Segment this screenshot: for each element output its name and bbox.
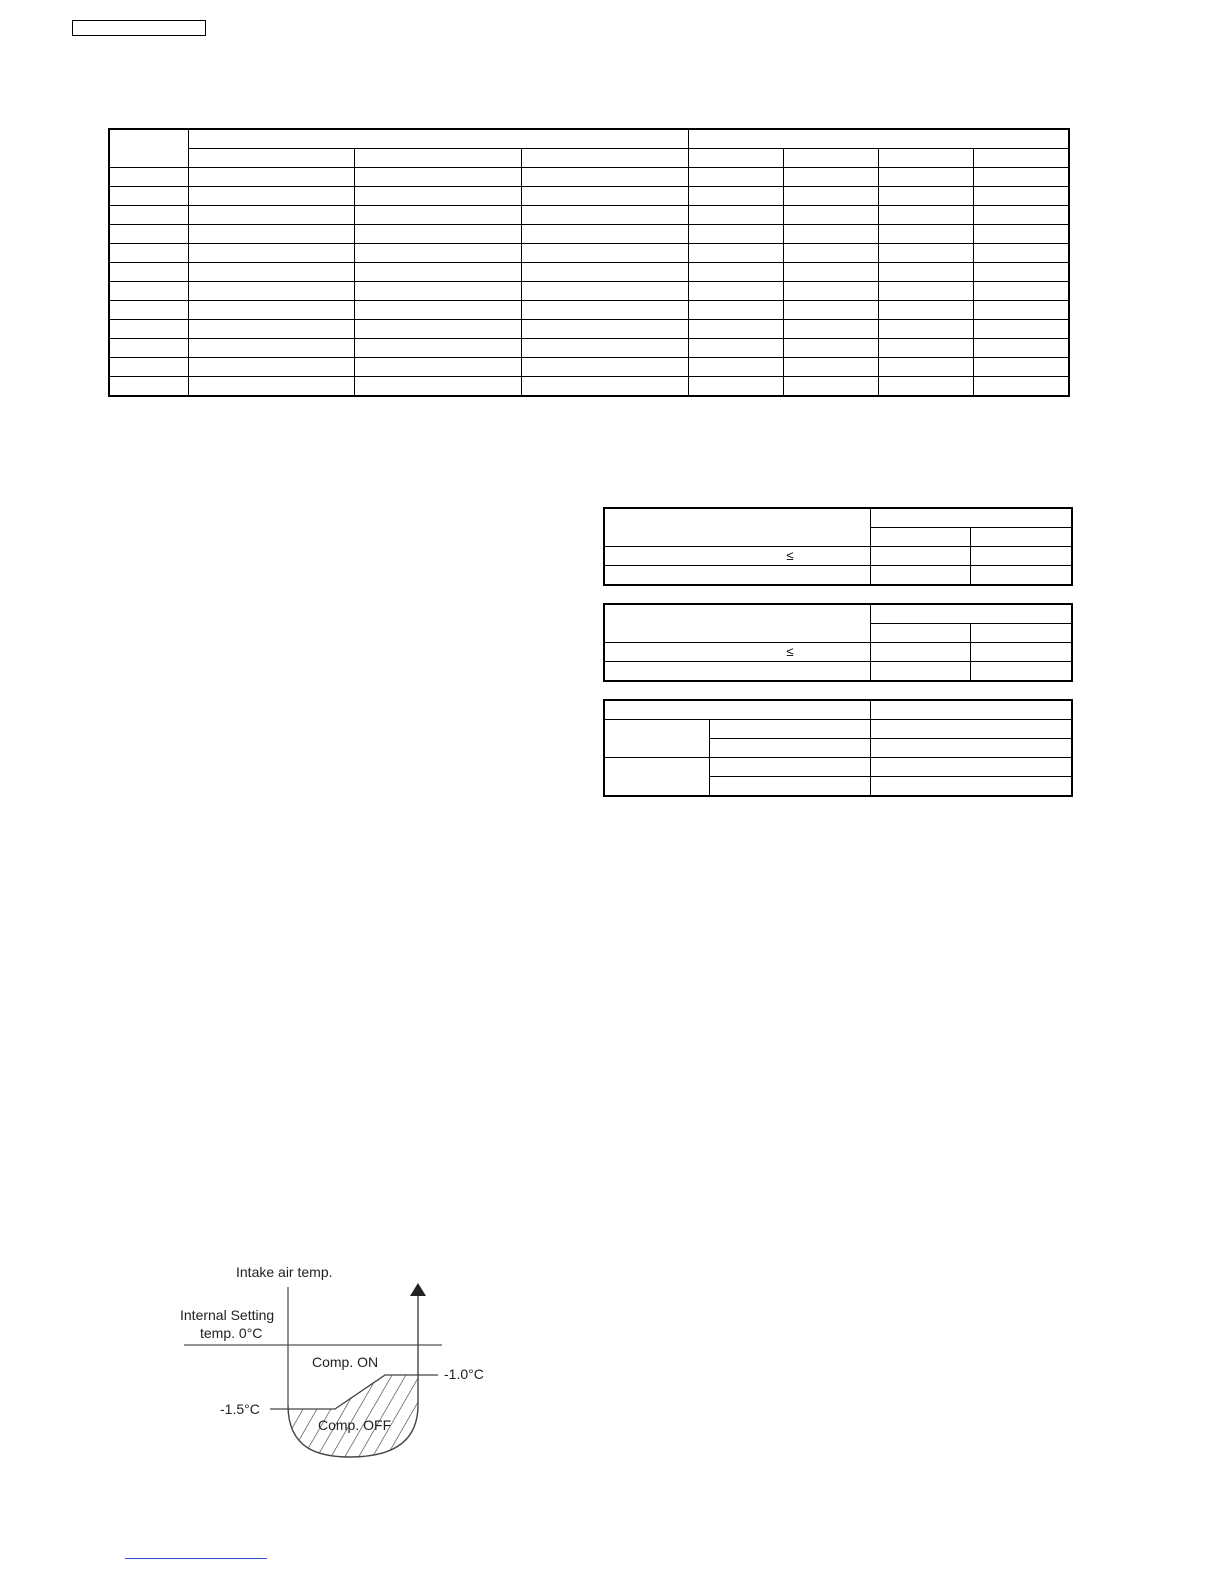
table-row — [109, 339, 1069, 358]
table-cell — [970, 643, 1072, 662]
setting-table-a — [603, 507, 1073, 586]
table-cell — [783, 187, 878, 206]
setting-label-line2: temp. 0°C — [200, 1325, 263, 1341]
table-cell — [870, 739, 1072, 758]
header-cell — [188, 149, 354, 168]
table-row — [109, 263, 1069, 282]
table-cell — [688, 320, 783, 339]
table-cell — [870, 547, 970, 566]
table-cell — [709, 777, 870, 797]
header-cell — [870, 624, 970, 643]
table-cell — [521, 244, 688, 263]
table-cell — [354, 168, 521, 187]
header-cell — [973, 149, 1069, 168]
header-cell — [878, 149, 973, 168]
table-cell — [109, 358, 188, 377]
table-cell — [604, 662, 870, 682]
table-cell — [970, 566, 1072, 586]
table-cell — [783, 339, 878, 358]
table-cell — [688, 206, 783, 225]
table-cell — [870, 662, 970, 682]
header-cell — [688, 149, 783, 168]
table-cell — [521, 282, 688, 301]
header-cell — [604, 700, 870, 720]
table-cell — [870, 758, 1072, 777]
table-cell — [188, 244, 354, 263]
header-cell — [970, 528, 1072, 547]
table-cell — [878, 187, 973, 206]
table-cell — [688, 168, 783, 187]
table-cell — [688, 244, 783, 263]
table-cell — [973, 339, 1069, 358]
comp-off-label: Comp. OFF — [318, 1417, 392, 1433]
header-cell — [870, 528, 970, 547]
table-cell — [354, 244, 521, 263]
table-header-row — [109, 129, 1069, 149]
table-cell — [521, 225, 688, 244]
table-row — [109, 206, 1069, 225]
header-cell — [604, 604, 870, 643]
table-row — [604, 662, 1072, 682]
upper-threshold-label: -1.0°C — [444, 1366, 484, 1382]
table-cell — [870, 720, 1072, 739]
table-cell — [109, 168, 188, 187]
main-data-table — [108, 128, 1070, 397]
table-cell — [354, 206, 521, 225]
table-cell — [878, 206, 973, 225]
table-cell — [709, 758, 870, 777]
header-cell — [188, 129, 688, 149]
table-cell — [354, 377, 521, 397]
table-subheader-row — [109, 149, 1069, 168]
table-cell — [188, 339, 354, 358]
table-header-row — [604, 700, 1072, 720]
table-cell — [521, 320, 688, 339]
table-header-row — [604, 604, 1072, 624]
table-cell — [604, 566, 870, 586]
table-cell — [973, 168, 1069, 187]
header-cell — [354, 149, 521, 168]
table-cell — [188, 263, 354, 282]
table-row — [109, 301, 1069, 320]
table-cell — [521, 377, 688, 397]
table-cell — [783, 320, 878, 339]
table-cell — [870, 643, 970, 662]
table-cell — [878, 244, 973, 263]
table-cell — [354, 320, 521, 339]
table-cell — [870, 777, 1072, 797]
table-cell — [188, 358, 354, 377]
table-cell — [109, 225, 188, 244]
table-cell — [878, 263, 973, 282]
setting-table-b — [603, 603, 1073, 682]
header-cell — [521, 149, 688, 168]
table-cell — [109, 320, 188, 339]
table-cell — [973, 263, 1069, 282]
table-row — [604, 643, 1072, 662]
table-row — [109, 244, 1069, 263]
table-cell — [188, 301, 354, 320]
table-cell — [109, 339, 188, 358]
table-row — [109, 282, 1069, 301]
table-cell — [109, 187, 188, 206]
table-cell — [109, 206, 188, 225]
table-cell — [688, 301, 783, 320]
table-cell — [973, 244, 1069, 263]
table-cell — [973, 206, 1069, 225]
table-cell — [604, 547, 870, 566]
table-cell — [783, 282, 878, 301]
table-cell — [354, 187, 521, 206]
table-cell — [878, 225, 973, 244]
table-cell — [109, 377, 188, 397]
table-cell — [973, 301, 1069, 320]
less-equal-symbol: ≤ — [786, 548, 794, 563]
table-cell — [878, 282, 973, 301]
table-cell — [354, 339, 521, 358]
table-cell — [783, 244, 878, 263]
header-cell — [970, 624, 1072, 643]
setting-table-c — [603, 699, 1073, 797]
table-cell — [604, 720, 709, 758]
table-cell — [688, 263, 783, 282]
table-cell — [188, 282, 354, 301]
table-cell — [521, 206, 688, 225]
table-cell — [354, 358, 521, 377]
table-cell — [878, 377, 973, 397]
header-cell — [109, 129, 188, 168]
table-cell — [783, 358, 878, 377]
table-cell — [604, 758, 709, 797]
table-cell — [783, 206, 878, 225]
compressor-control-diagram — [170, 1255, 510, 1470]
footer-link-underline — [125, 1558, 267, 1559]
header-cell — [870, 508, 1072, 528]
less-equal-symbol: ≤ — [786, 644, 794, 659]
table-cell — [521, 168, 688, 187]
table-row — [109, 168, 1069, 187]
table-cell — [188, 187, 354, 206]
header-cell — [604, 508, 870, 547]
table-row — [604, 547, 1072, 566]
table-cell — [878, 301, 973, 320]
table-cell — [973, 282, 1069, 301]
table-cell — [878, 339, 973, 358]
header-cell — [870, 604, 1072, 624]
table-cell — [604, 643, 870, 662]
table-cell — [709, 720, 870, 739]
table-cell — [354, 263, 521, 282]
table-cell — [688, 225, 783, 244]
table-cell — [109, 282, 188, 301]
table-cell — [970, 547, 1072, 566]
table-cell — [709, 739, 870, 758]
table-cell — [521, 339, 688, 358]
table-row — [604, 720, 1072, 739]
table-cell — [688, 187, 783, 206]
header-label-box — [72, 20, 206, 36]
header-cell — [783, 149, 878, 168]
table-row — [604, 566, 1072, 586]
table-row — [604, 758, 1072, 777]
table-cell — [109, 263, 188, 282]
table-cell — [521, 301, 688, 320]
table-row — [109, 225, 1069, 244]
table-row — [109, 187, 1069, 206]
table-cell — [188, 168, 354, 187]
table-cell — [688, 339, 783, 358]
table-cell — [878, 320, 973, 339]
table-cell — [973, 187, 1069, 206]
table-cell — [688, 377, 783, 397]
y-axis-label: Intake air temp. — [236, 1264, 333, 1280]
header-cell — [688, 129, 1069, 149]
table-cell — [521, 187, 688, 206]
table-cell — [973, 377, 1069, 397]
table-cell — [973, 320, 1069, 339]
table-row — [109, 320, 1069, 339]
table-row — [109, 377, 1069, 397]
table-cell — [109, 301, 188, 320]
table-cell — [188, 206, 354, 225]
table-cell — [109, 244, 188, 263]
table-cell — [521, 263, 688, 282]
table-row — [109, 358, 1069, 377]
lower-threshold-label: -1.5°C — [220, 1401, 260, 1417]
table-cell — [521, 358, 688, 377]
table-cell — [188, 225, 354, 244]
table-cell — [973, 358, 1069, 377]
table-cell — [783, 225, 878, 244]
setting-label-line1: Internal Setting — [180, 1307, 275, 1323]
arrow-up-icon — [410, 1283, 426, 1296]
table-cell — [188, 320, 354, 339]
table-cell — [783, 301, 878, 320]
table-cell — [188, 377, 354, 397]
table-cell — [878, 358, 973, 377]
table-cell — [688, 282, 783, 301]
table-cell — [783, 168, 878, 187]
table-cell — [354, 301, 521, 320]
table-cell — [688, 358, 783, 377]
table-cell — [973, 225, 1069, 244]
table-cell — [354, 282, 521, 301]
table-cell — [783, 263, 878, 282]
header-cell — [870, 700, 1072, 720]
comp-off-region — [288, 1375, 418, 1457]
table-cell — [783, 377, 878, 397]
table-cell — [970, 662, 1072, 682]
table-cell — [354, 225, 521, 244]
table-cell — [870, 566, 970, 586]
table-cell — [878, 168, 973, 187]
table-header-row — [604, 508, 1072, 528]
comp-on-label: Comp. ON — [312, 1354, 379, 1370]
